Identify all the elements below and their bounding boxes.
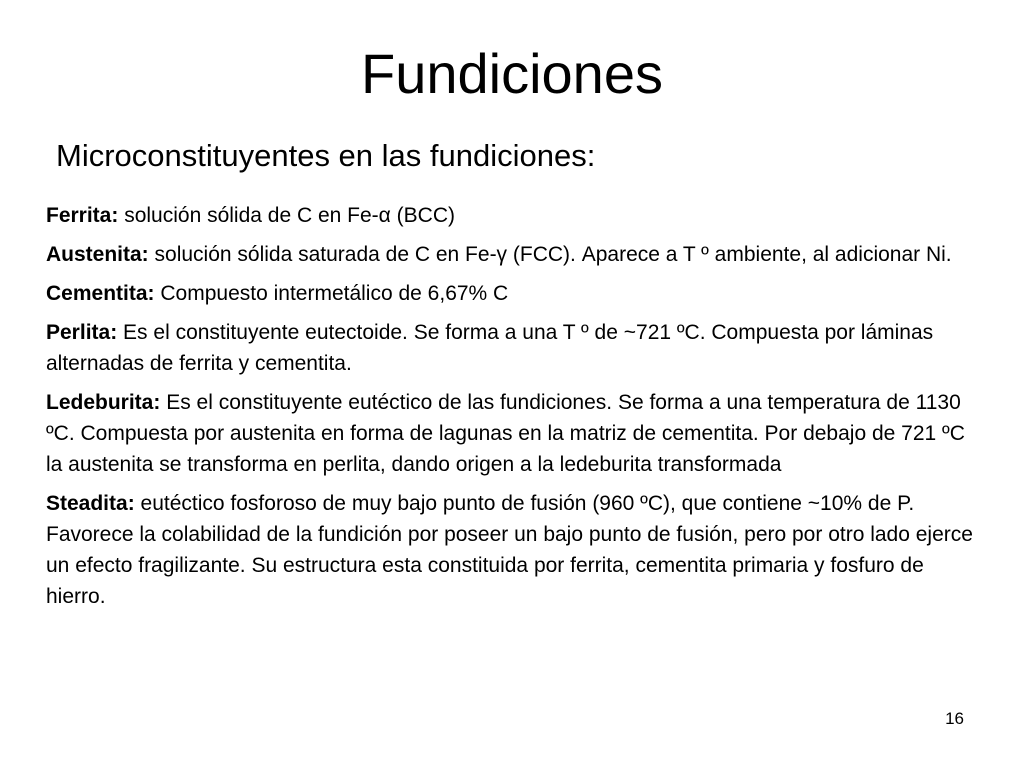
definition-text: solución sólida de C en Fe-α (BCC) bbox=[124, 204, 455, 227]
definition-steadita bbox=[46, 488, 986, 612]
definition-term: Austenita: bbox=[46, 243, 149, 266]
definition-austenita bbox=[46, 239, 986, 270]
definition-perlita bbox=[46, 317, 986, 379]
definition-text: Es el constituyente eutéctico de las fundiciones. Se forma a una temperatura de 1130 ºC. Compuesta por austenita en forma de lagunas en la matriz de cementita. Por debajo de 721 ºC la austenita se transforma en perlita, dando origen a la ledeburita transformada bbox=[46, 391, 965, 476]
slide-subtitle: Microconstituyentes en las fundiciones: bbox=[56, 138, 596, 173]
definition-ledeburita bbox=[46, 387, 986, 480]
definition-term: Cementita: bbox=[46, 282, 155, 305]
definition-text: eutéctico fosforoso de muy bajo punto de fusión (960 ºC), que contiene ~10% de P. Favorece la colabilidad de la fundición por poseer un bajo punto de fusión, pero por otro lado ejerce un efecto fragilizante. Su estructura esta constituida por ferrita, cementita primaria y fosfuro de hierro. bbox=[46, 492, 973, 608]
definition-ferrita bbox=[46, 200, 986, 231]
definition-term: Ferrita: bbox=[46, 204, 119, 227]
definition-term: Perlita: bbox=[46, 321, 118, 344]
definitions-list bbox=[46, 200, 986, 620]
slide-title: Fundiciones bbox=[361, 42, 663, 105]
definition-text: Compuesto intermetálico de 6,67% C bbox=[160, 282, 509, 305]
definition-cementita bbox=[46, 278, 986, 309]
page-number: 16 bbox=[945, 709, 964, 728]
definition-text: Es el constituyente eutectoide. Se forma a una T º de ~721 ºC. Compuesta por láminas alternadas de ferrita y cementita. bbox=[46, 321, 934, 375]
definition-text: solución sólida saturada de C en Fe-γ (FCC). Aparece a T º ambiente, al adicionar Ni. bbox=[154, 243, 952, 266]
definition-term: Ledeburita: bbox=[46, 391, 161, 414]
definition-term: Steadita: bbox=[46, 492, 135, 515]
